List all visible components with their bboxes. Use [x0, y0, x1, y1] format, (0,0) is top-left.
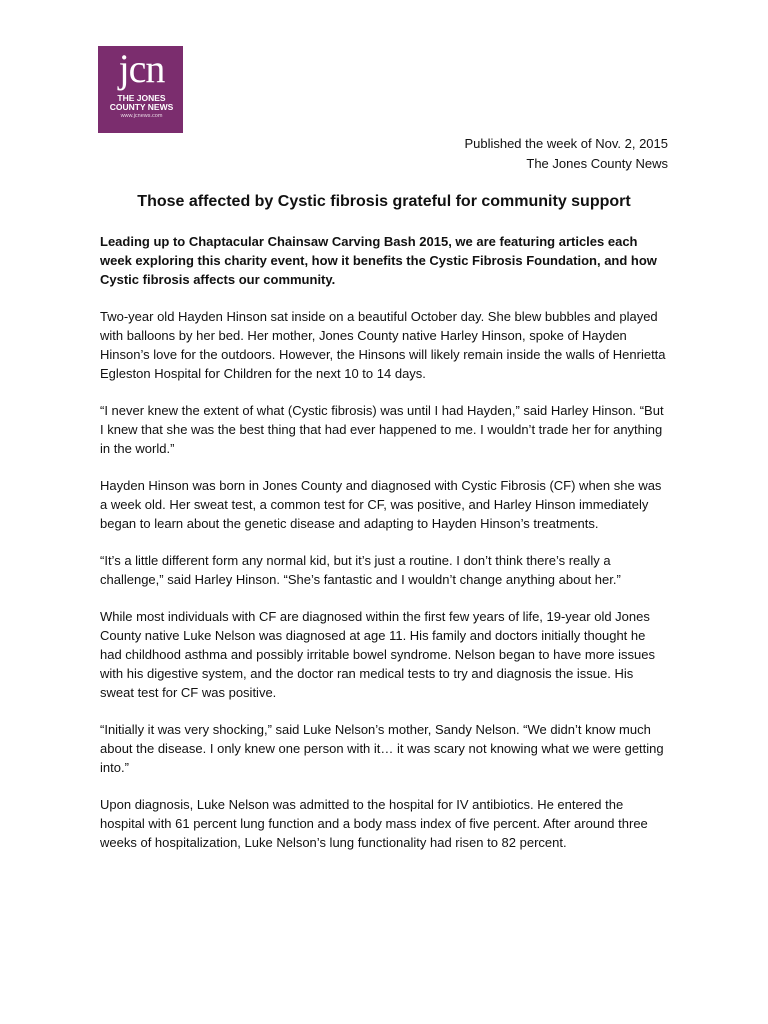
article-body	[100, 232, 666, 870]
article-paragraph: “I never knew the extent of what (Cystic fibrosis) was until I had Hayden,” said Harley Hinson. “But I knew that she was the best thing that had ever happened to me. I wouldn’t trade her for anything in the world.”	[100, 403, 664, 456]
article-paragraph: Hayden Hinson was born in Jones County and diagnosed with Cystic Fibrosis (CF) when she was a week old. Her sweat test, a common test for CF, was positive, and Harley Hinson immediately began to learn about the genetic disease and adapting to Hayden Hinson’s treatments.	[100, 478, 662, 531]
publication-date: Published the week of Nov. 2, 2015	[464, 136, 668, 151]
article-paragraph: Two-year old Hayden Hinson sat inside on a beautiful October day. She blew bubbles and played with balloons by her bed. Her mother, Jones County native Harley Hinson, spoke of Hayden Hinson’s love for the outdoors. However, the Hinsons will likely remain inside the walls of Henrietta Egleston Hospital for Children for the next 10 to 14 days.	[100, 309, 666, 381]
article-paragraph: “It’s a little different form any normal kid, but it’s just a routine. I don’t think there’s really a challenge,” said Harley Hinson. “She’s fantastic and I wouldn’t change anything about her.”	[100, 553, 621, 587]
article-lead: Leading up to Chaptacular Chainsaw Carving Bash 2015, we are featuring articles each week exploring this charity event, how it benefits the Cystic Fibrosis Foundation, and how Cystic fibrosis affects our community.	[100, 234, 657, 287]
logo-name-line1: THE JONES	[117, 93, 166, 103]
article-paragraph: Upon diagnosis, Luke Nelson was admitted to the hospital for IV antibiotics. He entered the hospital with 61 percent lung function and a body mass index of five percent. After around three weeks of hospitalization, Luke Nelson’s lung functionality had risen to 82 percent.	[100, 797, 648, 850]
article-paragraph: “Initially it was very shocking,” said Luke Nelson’s mother, Sandy Nelson. “We didn’t know much about the disease. I only knew one person with it… it was scary not knowing what we were getting into.”	[100, 722, 664, 775]
logo-name-line2: COUNTY NEWS	[109, 102, 174, 112]
logo-mark: jcn	[118, 46, 165, 91]
publication-name: The Jones County News	[526, 156, 668, 171]
article-paragraph: While most individuals with CF are diagnosed within the first few years of life, 19-year old Jones County native Luke Nelson was diagnosed at age 11. His family and doctors initially thought he had childhood asthma and possibly irritable bowel syndrome. Nelson began to have more issues with his digestive system, and the doctor ran medical tests to try and diagnosis the issue. His sweat test for CF was positive.	[100, 609, 655, 700]
article-headline: Those affected by Cystic fibrosis grateful for community support	[137, 193, 631, 210]
publication-info	[464, 134, 668, 174]
jcn-logo	[98, 46, 183, 133]
logo-url: www.jcnews.com	[120, 113, 163, 119]
